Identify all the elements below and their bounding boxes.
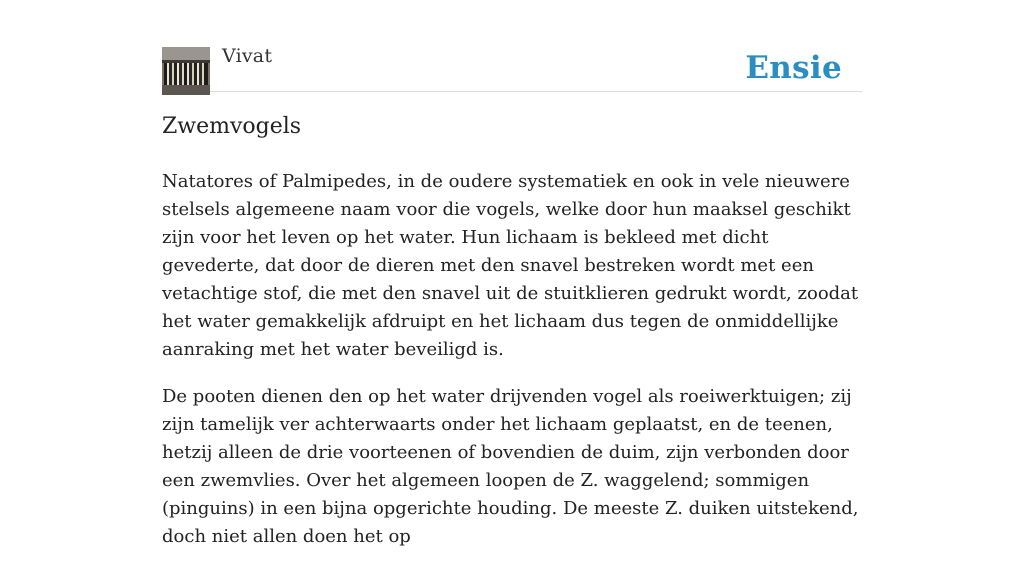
page-header [162,0,862,92]
author-name[interactable]: Vivat [222,45,273,67]
article-body [162,168,862,570]
content-column [162,0,862,547]
article-paragraph: De pooten dienen den op het water drijvenden vogel als roeiwerktuigen; zij zijn tamelijk ver achterwaarts onder het lichaam geplaatst, en de teenen, hetzij alleen de drie voorteenen of bovendien de duim, zijn verbonden door een zwemvlies. Over het algemeen loopen de Z. waggelend; sommigen (pinguins) in een bijna opgerichte houding. De meeste Z. duiken uitstekend, doch niet allen doen het op [162,386,859,547]
brand-logo[interactable]: Ensie [745,50,842,86]
article-paragraph: Natatores of Palmipedes, in de oudere systematiek en ook in vele nieuwere stelsels algemeene naam voor die vogels, welke door hun maaksel geschikt zijn voor het leven op het water. Hun lichaam is bekleed met dicht gevederte, dat door de dieren met den snavel bestreken wordt met een vetachtige stof, die met den snavel uit de stuitklieren gedrukt wordt, zoodat het water gemakkelijk afdruipt en het lichaam dus tegen de onmiddellijke aanraking met het water beveiligd is. [162,171,859,360]
page-title: Zwemvogels [162,114,302,139]
book-spines-icon [162,47,210,95]
avatar[interactable] [162,47,210,95]
